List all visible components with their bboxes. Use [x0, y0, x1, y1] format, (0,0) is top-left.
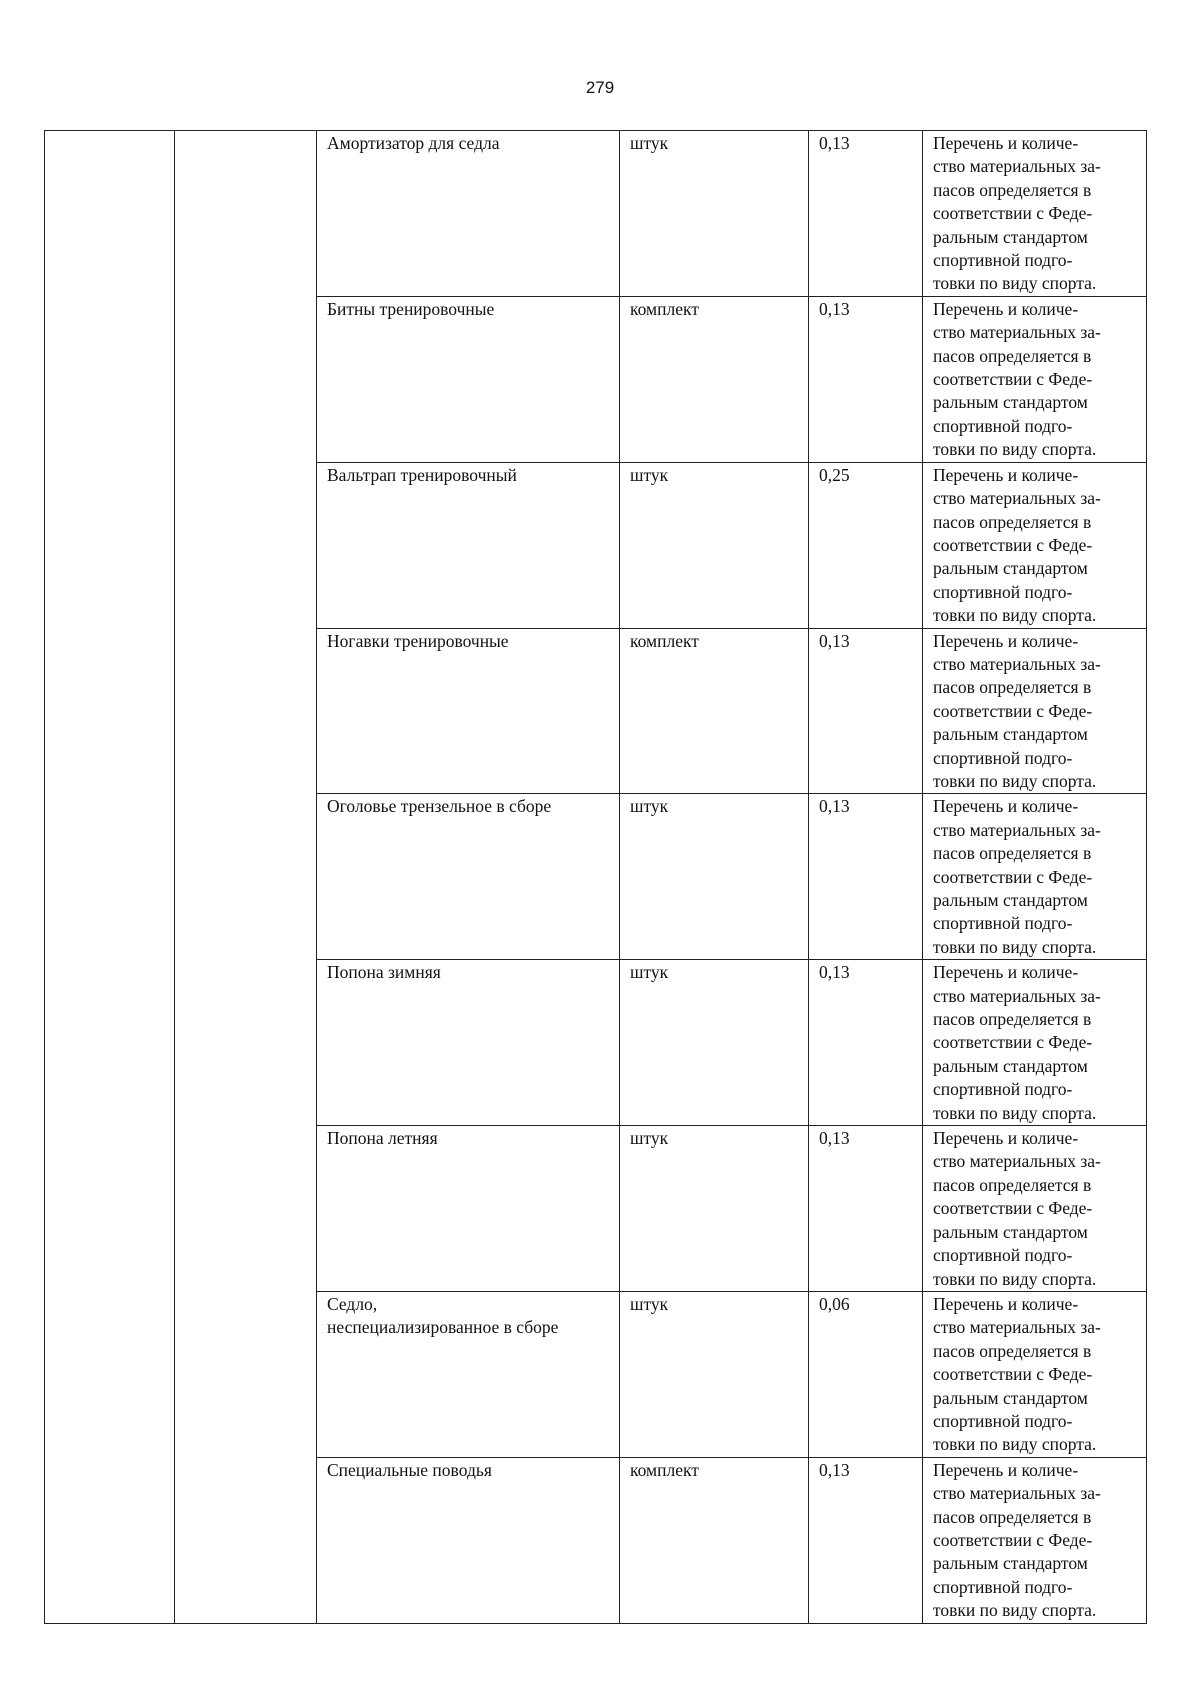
quantity: 0,13 [819, 962, 850, 983]
quantity-cell [809, 1457, 923, 1623]
unit: штук [630, 133, 669, 153]
quantity: 0,06 [819, 1293, 850, 1314]
item-name: Попона зимняя [327, 962, 441, 983]
table-row [45, 131, 1147, 297]
item-name-cell [317, 628, 620, 794]
unit-cell [620, 960, 809, 1126]
quantity: 0,13 [819, 630, 850, 651]
unit: штук [630, 464, 669, 485]
note-cell [923, 1291, 1147, 1457]
equipment-table-body [45, 131, 1147, 1624]
item-name: Битны тренировочные [327, 298, 495, 319]
note-text: Перечень и количе- ство материальных за- пасов определяется в соответствии с Феде- ральным стандартом спортивной подго- товки по виду спорта. [933, 962, 1101, 1123]
quantity: 0,25 [819, 464, 850, 485]
quantity: 0,13 [819, 796, 850, 817]
item-name: Амортизатор для седла [327, 133, 500, 153]
note-text: Перечень и количе- ство материальных за- пасов определяется в соответствии с Феде- ральным стандартом спортивной подго- товки по виду спорта. [933, 1128, 1101, 1289]
item-name: Вальтрап тренировочный [327, 464, 517, 485]
quantity: 0,13 [819, 1128, 850, 1149]
page-number: 279 [585, 78, 615, 97]
quantity-cell [809, 794, 923, 960]
item-name-cell [317, 794, 620, 960]
quantity-cell [809, 296, 923, 462]
note-cell [923, 1457, 1147, 1623]
note-cell [923, 960, 1147, 1126]
quantity-cell [809, 131, 923, 297]
unit-cell [620, 1457, 809, 1623]
unit: штук [630, 1128, 669, 1149]
unit: штук [630, 1293, 669, 1314]
note-text: Перечень и количе- ство материальных за- пасов определяется в соответствии с Феде- ральным стандартом спортивной подго- товки по виду спорта. [933, 1459, 1101, 1621]
item-name-cell [317, 960, 620, 1126]
quantity: 0,13 [819, 1459, 850, 1480]
unit-cell [620, 794, 809, 960]
note-text: Перечень и количе- ство материальных за- пасов определяется в соответствии с Феде- ральным стандартом спортивной подго- товки по виду спорта. [933, 1293, 1101, 1455]
unit-cell [620, 131, 809, 297]
quantity-cell [809, 960, 923, 1126]
item-name-cell [317, 1291, 620, 1457]
quantity-cell [809, 462, 923, 628]
item-name: Седло, неспециализированное в сборе [327, 1293, 559, 1338]
blank-column-1 [45, 131, 175, 1624]
equipment-table [44, 130, 1147, 1624]
unit-cell [620, 1291, 809, 1457]
unit-cell [620, 628, 809, 794]
item-name-cell [317, 1457, 620, 1623]
note-cell [923, 296, 1147, 462]
unit: комплект [630, 298, 699, 319]
note-cell [923, 628, 1147, 794]
item-name: Оголовье трензельное в сборе [327, 796, 552, 817]
quantity-cell [809, 1126, 923, 1292]
unit-cell [620, 296, 809, 462]
note-cell [923, 131, 1147, 297]
quantity-cell [809, 1291, 923, 1457]
note-text: Перечень и количе- ство материальных за- пасов определяется в соответствии с Феде- ральным стандартом спортивной подго- товки по виду спорта. [933, 796, 1101, 957]
note-cell [923, 794, 1147, 960]
quantity-cell [809, 628, 923, 794]
item-name: Ногавки тренировочные [327, 630, 509, 651]
item-name: Попона летняя [327, 1128, 438, 1149]
unit-cell [620, 462, 809, 628]
quantity: 0,13 [819, 298, 850, 319]
unit: штук [630, 962, 669, 983]
note-text: Перечень и количе- ство материальных за- пасов определяется в соответствии с Феде- ральным стандартом спортивной подго- товки по виду спорта. [933, 133, 1101, 294]
item-name: Специальные поводья [327, 1459, 492, 1480]
blank-column-2 [175, 131, 317, 1624]
item-name-cell [317, 1126, 620, 1292]
item-name-cell [317, 131, 620, 297]
note-text: Перечень и количе- ство материальных за- пасов определяется в соответствии с Феде- ральным стандартом спортивной подго- товки по виду спорта. [933, 298, 1101, 460]
unit: комплект [630, 630, 699, 651]
note-text: Перечень и количе- ство материальных за- пасов определяется в соответствии с Феде- ральным стандартом спортивной подго- товки по виду спорта. [933, 464, 1101, 626]
note-cell [923, 1126, 1147, 1292]
unit-cell [620, 1126, 809, 1292]
quantity: 0,13 [819, 133, 850, 153]
unit: штук [630, 796, 669, 817]
note-cell [923, 462, 1147, 628]
unit: комплект [630, 1459, 699, 1480]
item-name-cell [317, 462, 620, 628]
note-text: Перечень и количе- ство материальных за- пасов определяется в соответствии с Феде- ральным стандартом спортивной подго- товки по виду спорта. [933, 630, 1101, 791]
item-name-cell [317, 296, 620, 462]
